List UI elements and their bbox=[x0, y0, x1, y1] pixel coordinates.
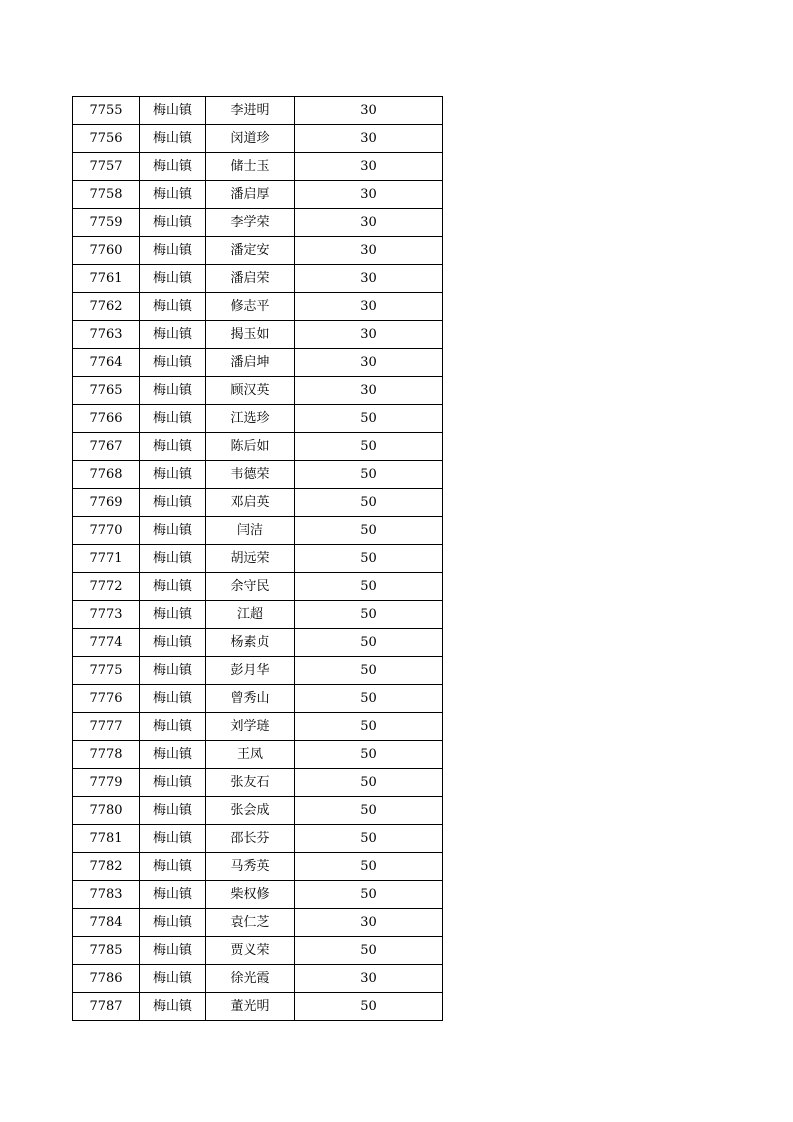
cell-town: 梅山镇 bbox=[140, 517, 206, 545]
cell-town: 梅山镇 bbox=[140, 797, 206, 825]
cell-amount: 50 bbox=[295, 545, 443, 573]
cell-amount: 50 bbox=[295, 993, 443, 1021]
cell-id: 7756 bbox=[73, 125, 140, 153]
cell-town: 梅山镇 bbox=[140, 769, 206, 797]
table-body bbox=[73, 97, 443, 1021]
cell-id: 7769 bbox=[73, 489, 140, 517]
cell-id: 7786 bbox=[73, 965, 140, 993]
cell-id: 7787 bbox=[73, 993, 140, 1021]
cell-amount: 30 bbox=[295, 349, 443, 377]
cell-town: 梅山镇 bbox=[140, 181, 206, 209]
cell-amount: 30 bbox=[295, 377, 443, 405]
cell-town: 梅山镇 bbox=[140, 153, 206, 181]
cell-town: 梅山镇 bbox=[140, 461, 206, 489]
cell-name: 顾汉英 bbox=[206, 377, 295, 405]
cell-name: 余守民 bbox=[206, 573, 295, 601]
table-row bbox=[73, 461, 443, 489]
table-row bbox=[73, 377, 443, 405]
table-row bbox=[73, 881, 443, 909]
table-row bbox=[73, 825, 443, 853]
cell-amount: 30 bbox=[295, 209, 443, 237]
cell-amount: 50 bbox=[295, 769, 443, 797]
cell-town: 梅山镇 bbox=[140, 489, 206, 517]
cell-name: 彭月华 bbox=[206, 657, 295, 685]
cell-town: 梅山镇 bbox=[140, 713, 206, 741]
cell-name: 邵长芬 bbox=[206, 825, 295, 853]
cell-id: 7779 bbox=[73, 769, 140, 797]
cell-amount: 50 bbox=[295, 657, 443, 685]
table-row bbox=[73, 237, 443, 265]
cell-town: 梅山镇 bbox=[140, 433, 206, 461]
cell-amount: 30 bbox=[295, 237, 443, 265]
cell-id: 7784 bbox=[73, 909, 140, 937]
cell-town: 梅山镇 bbox=[140, 545, 206, 573]
table-row bbox=[73, 769, 443, 797]
cell-name: 董光明 bbox=[206, 993, 295, 1021]
cell-amount: 50 bbox=[295, 853, 443, 881]
cell-name: 刘学琏 bbox=[206, 713, 295, 741]
cell-amount: 50 bbox=[295, 629, 443, 657]
table-row bbox=[73, 433, 443, 461]
cell-id: 7763 bbox=[73, 321, 140, 349]
cell-id: 7761 bbox=[73, 265, 140, 293]
cell-name: 袁仁芝 bbox=[206, 909, 295, 937]
cell-id: 7770 bbox=[73, 517, 140, 545]
cell-name: 潘启厚 bbox=[206, 181, 295, 209]
cell-town: 梅山镇 bbox=[140, 405, 206, 433]
cell-amount: 30 bbox=[295, 97, 443, 125]
cell-amount: 30 bbox=[295, 265, 443, 293]
cell-amount: 50 bbox=[295, 461, 443, 489]
cell-town: 梅山镇 bbox=[140, 741, 206, 769]
cell-name: 揭玉如 bbox=[206, 321, 295, 349]
cell-id: 7755 bbox=[73, 97, 140, 125]
table-row bbox=[73, 657, 443, 685]
cell-amount: 50 bbox=[295, 517, 443, 545]
cell-id: 7757 bbox=[73, 153, 140, 181]
cell-name: 闵道珍 bbox=[206, 125, 295, 153]
cell-id: 7783 bbox=[73, 881, 140, 909]
table-row bbox=[73, 909, 443, 937]
cell-amount: 30 bbox=[295, 909, 443, 937]
cell-town: 梅山镇 bbox=[140, 209, 206, 237]
cell-amount: 50 bbox=[295, 797, 443, 825]
cell-amount: 30 bbox=[295, 321, 443, 349]
cell-town: 梅山镇 bbox=[140, 573, 206, 601]
cell-name: 邓启英 bbox=[206, 489, 295, 517]
table-row bbox=[73, 853, 443, 881]
cell-id: 7776 bbox=[73, 685, 140, 713]
cell-id: 7778 bbox=[73, 741, 140, 769]
cell-town: 梅山镇 bbox=[140, 377, 206, 405]
cell-id: 7772 bbox=[73, 573, 140, 601]
cell-name: 王凤 bbox=[206, 741, 295, 769]
cell-amount: 30 bbox=[295, 153, 443, 181]
cell-id: 7758 bbox=[73, 181, 140, 209]
table-row bbox=[73, 153, 443, 181]
cell-amount: 30 bbox=[295, 125, 443, 153]
cell-id: 7771 bbox=[73, 545, 140, 573]
cell-amount: 30 bbox=[295, 293, 443, 321]
cell-name: 韦德荣 bbox=[206, 461, 295, 489]
cell-id: 7766 bbox=[73, 405, 140, 433]
table-row bbox=[73, 181, 443, 209]
table-row bbox=[73, 293, 443, 321]
cell-amount: 50 bbox=[295, 601, 443, 629]
cell-amount: 50 bbox=[295, 713, 443, 741]
table-row bbox=[73, 517, 443, 545]
cell-amount: 50 bbox=[295, 433, 443, 461]
cell-town: 梅山镇 bbox=[140, 937, 206, 965]
cell-id: 7775 bbox=[73, 657, 140, 685]
cell-name: 李学荣 bbox=[206, 209, 295, 237]
cell-id: 7780 bbox=[73, 797, 140, 825]
cell-name: 柴权修 bbox=[206, 881, 295, 909]
cell-town: 梅山镇 bbox=[140, 965, 206, 993]
cell-town: 梅山镇 bbox=[140, 853, 206, 881]
table-row bbox=[73, 713, 443, 741]
cell-id: 7781 bbox=[73, 825, 140, 853]
cell-town: 梅山镇 bbox=[140, 909, 206, 937]
cell-name: 潘启坤 bbox=[206, 349, 295, 377]
cell-id: 7764 bbox=[73, 349, 140, 377]
table-row bbox=[73, 741, 443, 769]
cell-id: 7785 bbox=[73, 937, 140, 965]
table-row bbox=[73, 489, 443, 517]
table-row bbox=[73, 685, 443, 713]
table-row bbox=[73, 629, 443, 657]
cell-town: 梅山镇 bbox=[140, 825, 206, 853]
cell-amount: 50 bbox=[295, 685, 443, 713]
cell-name: 江超 bbox=[206, 601, 295, 629]
cell-town: 梅山镇 bbox=[140, 993, 206, 1021]
cell-name: 潘定安 bbox=[206, 237, 295, 265]
table-row bbox=[73, 209, 443, 237]
cell-name: 杨素贞 bbox=[206, 629, 295, 657]
cell-town: 梅山镇 bbox=[140, 321, 206, 349]
cell-amount: 50 bbox=[295, 489, 443, 517]
cell-amount: 50 bbox=[295, 937, 443, 965]
cell-name: 闫洁 bbox=[206, 517, 295, 545]
table-row bbox=[73, 965, 443, 993]
cell-id: 7767 bbox=[73, 433, 140, 461]
cell-id: 7773 bbox=[73, 601, 140, 629]
cell-id: 7762 bbox=[73, 293, 140, 321]
cell-town: 梅山镇 bbox=[140, 881, 206, 909]
table-row bbox=[73, 601, 443, 629]
cell-town: 梅山镇 bbox=[140, 97, 206, 125]
cell-name: 陈后如 bbox=[206, 433, 295, 461]
data-table bbox=[72, 96, 443, 1021]
table-row bbox=[73, 937, 443, 965]
cell-town: 梅山镇 bbox=[140, 265, 206, 293]
cell-name: 张会成 bbox=[206, 797, 295, 825]
table-row bbox=[73, 125, 443, 153]
table-row bbox=[73, 797, 443, 825]
cell-name: 徐光霞 bbox=[206, 965, 295, 993]
cell-amount: 30 bbox=[295, 181, 443, 209]
cell-amount: 50 bbox=[295, 825, 443, 853]
cell-name: 储士玉 bbox=[206, 153, 295, 181]
cell-id: 7777 bbox=[73, 713, 140, 741]
cell-amount: 30 bbox=[295, 965, 443, 993]
table-row bbox=[73, 265, 443, 293]
cell-town: 梅山镇 bbox=[140, 293, 206, 321]
cell-id: 7768 bbox=[73, 461, 140, 489]
table-row bbox=[73, 993, 443, 1021]
table-row bbox=[73, 573, 443, 601]
cell-amount: 50 bbox=[295, 405, 443, 433]
cell-town: 梅山镇 bbox=[140, 349, 206, 377]
cell-town: 梅山镇 bbox=[140, 237, 206, 265]
cell-name: 李进明 bbox=[206, 97, 295, 125]
table-row bbox=[73, 405, 443, 433]
cell-id: 7782 bbox=[73, 853, 140, 881]
cell-id: 7765 bbox=[73, 377, 140, 405]
cell-name: 潘启荣 bbox=[206, 265, 295, 293]
cell-amount: 50 bbox=[295, 573, 443, 601]
cell-id: 7760 bbox=[73, 237, 140, 265]
cell-amount: 50 bbox=[295, 881, 443, 909]
cell-town: 梅山镇 bbox=[140, 125, 206, 153]
cell-name: 马秀英 bbox=[206, 853, 295, 881]
cell-name: 修志平 bbox=[206, 293, 295, 321]
cell-name: 曾秀山 bbox=[206, 685, 295, 713]
cell-amount: 50 bbox=[295, 741, 443, 769]
cell-name: 胡远荣 bbox=[206, 545, 295, 573]
cell-town: 梅山镇 bbox=[140, 685, 206, 713]
cell-name: 江选珍 bbox=[206, 405, 295, 433]
cell-id: 7774 bbox=[73, 629, 140, 657]
table-row bbox=[73, 545, 443, 573]
cell-name: 张友石 bbox=[206, 769, 295, 797]
cell-town: 梅山镇 bbox=[140, 601, 206, 629]
table-row bbox=[73, 349, 443, 377]
table-row bbox=[73, 97, 443, 125]
cell-town: 梅山镇 bbox=[140, 657, 206, 685]
table-row bbox=[73, 321, 443, 349]
cell-name: 贾义荣 bbox=[206, 937, 295, 965]
cell-town: 梅山镇 bbox=[140, 629, 206, 657]
cell-id: 7759 bbox=[73, 209, 140, 237]
